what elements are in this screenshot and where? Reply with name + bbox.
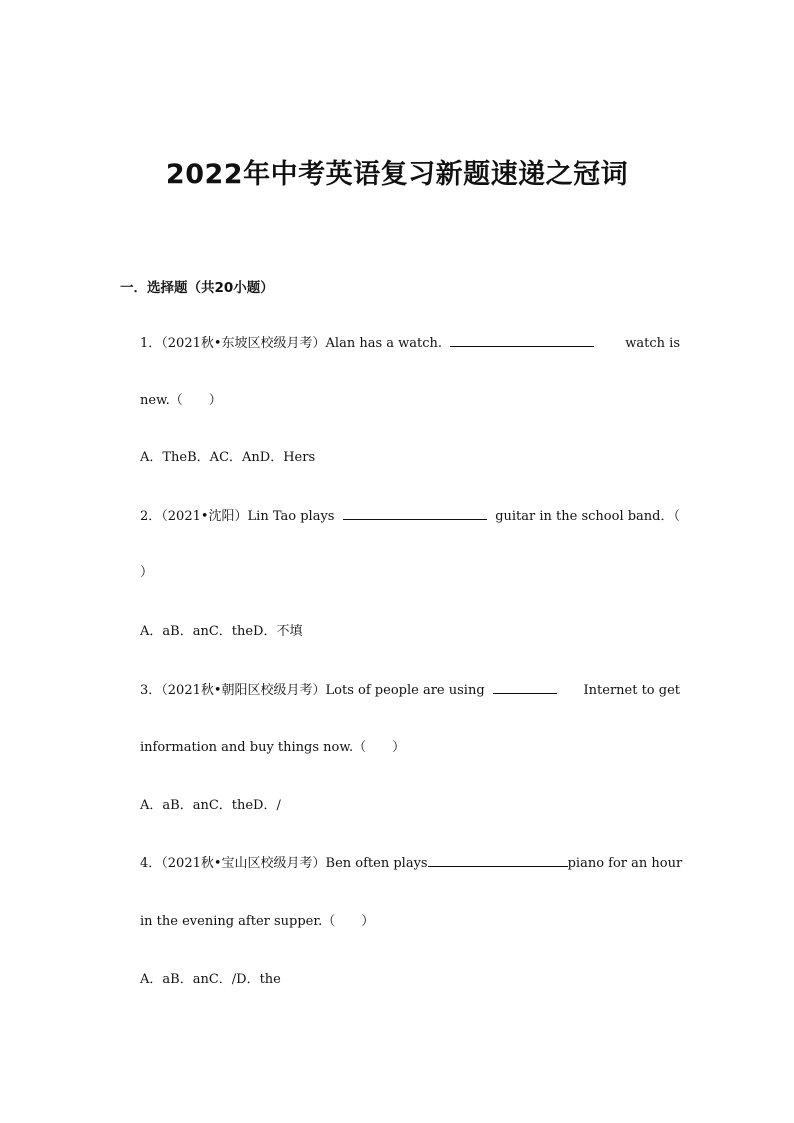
question-1-blank[interactable] — [450, 333, 594, 347]
question-2-text-after: guitar in the school band．（ — [495, 509, 680, 524]
question-3-text: Lots of people are using — [325, 683, 485, 698]
question-3-options: A．aB．anC．theD．/ — [140, 798, 281, 813]
question-4-line-1 — [140, 853, 683, 874]
question-2-blank[interactable] — [343, 506, 487, 520]
question-3-source: （2021秋•朝阳区校级月考） — [161, 683, 326, 698]
question-4-options: A．aB．anC．/D．the — [140, 972, 281, 987]
question-4-text: Ben often plays — [325, 856, 428, 871]
question-2-stem — [140, 506, 487, 527]
question-2-options: A．aB．anC．theD．不填 — [140, 624, 303, 639]
question-4-line-2: in the evening after supper.（ ） — [140, 914, 375, 929]
question-1-line-1 — [140, 333, 680, 354]
question-3-stem — [140, 680, 557, 701]
question-2-number: 2． — [140, 509, 162, 524]
question-2-line-2: ） — [140, 565, 154, 580]
document-title: 2022年中考英语复习新题速递之冠词 — [165, 159, 629, 190]
question-1-number: 1． — [140, 336, 162, 351]
question-1-options: A．TheB．AC．AnD．Hers — [140, 450, 316, 465]
question-2-line-1 — [140, 506, 680, 527]
question-4-stem — [140, 853, 682, 874]
question-1-source: （2021秋•东坡区校级月考） — [161, 336, 326, 351]
question-4-blank[interactable] — [428, 853, 568, 867]
question-3-line-2: information and buy things now.（ ） — [140, 740, 406, 755]
question-3-text-after: Internet to get — [583, 683, 680, 698]
section-heading: 一．选择题（共20小题） — [120, 280, 274, 296]
question-3-number: 3． — [140, 683, 162, 698]
question-2-source: （2021•沈阳） — [161, 509, 248, 524]
question-1-text-after: watch is — [625, 336, 680, 351]
question-3-line-1 — [140, 680, 680, 701]
question-4-text-after: piano for an hour — [567, 856, 683, 871]
question-1-text: Alan has a watch. — [325, 336, 443, 351]
question-1-line-2: new.（ ） — [140, 393, 222, 408]
question-4-number: 4． — [140, 856, 162, 871]
question-3-blank[interactable] — [493, 680, 557, 694]
question-1-stem — [140, 333, 594, 354]
question-2-text: Lin Tao plays — [247, 509, 335, 524]
question-4-source: （2021秋•宝山区校级月考） — [161, 856, 326, 871]
